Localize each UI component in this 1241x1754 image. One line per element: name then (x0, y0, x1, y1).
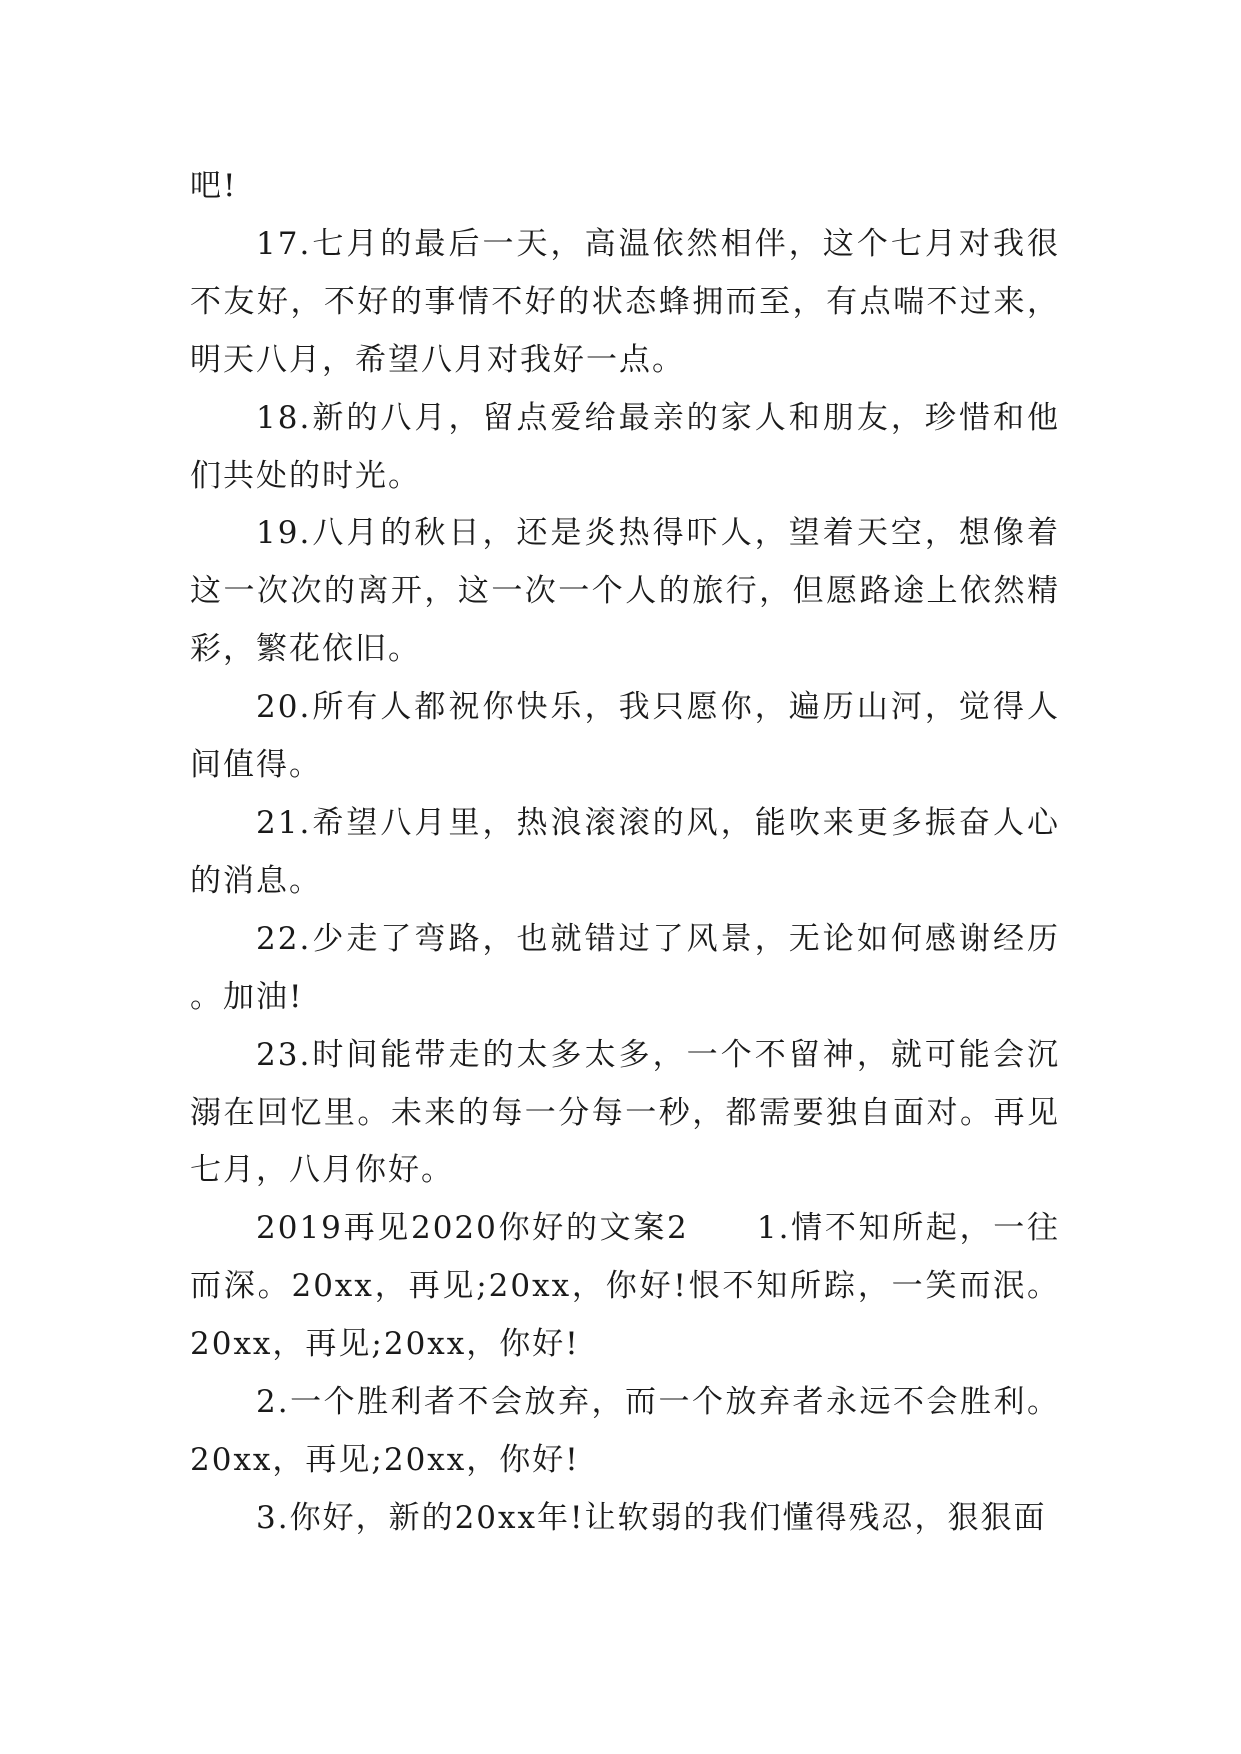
paragraph-item-18: 18.新的八月，留点爱给最亲的家人和朋友，珍惜和他们共处的时光。 (190, 399, 1060, 494)
paragraph-item-17: 17.七月的最后一天，高温依然相伴，这个七月对我很不友好，不好的事情不好的状态蜂拥而至，有点喘不过来，明天八月，希望八月对我好一点。 (190, 225, 1060, 378)
paragraph-continuation: 吧! (190, 168, 238, 204)
paragraph-item-2: 2.一个胜利者不会放弃，而一个放弃者永远不会胜利。20xx，再见;20xx，你好! (190, 1384, 1060, 1478)
paragraph-item-20: 20.所有人都祝你快乐，我只愿你，遍历山河，觉得人间值得。 (190, 689, 1060, 784)
paragraph-item-23: 23.时间能带走的太多太多，一个不留神，就可能会沉溺在回忆里。未来的每一分每一秒，都需要独自面对。再见七月，八月你好。 (190, 1036, 1060, 1189)
paragraph-section-heading-item-1: 2019再见2020你好的文案2 1.情不知所起，一往而深。20xx，再见;20xx，你好!恨不知所踪，一笑而泯。20xx，再见;20xx，你好! (190, 1210, 1060, 1363)
paragraph-item-19: 19.八月的秋日，还是炎热得吓人，望着天空，想像着这一次次的离开，这一次一个人的旅行，但愿路途上依然精彩，繁花依旧。 (190, 515, 1060, 668)
paragraph-item-3: 3.你好，新的20xx年!让软弱的我们懂得残忍，狠狠面 (256, 1499, 1047, 1536)
document-body (190, 158, 1060, 1548)
paragraph-item-21: 21.希望八月里，热浪滚滚的风，能吹来更多振奋人心的消息。 (190, 804, 1060, 899)
paragraph-item-22: 22.少走了弯路，也就错过了风景，无论如何感谢经历。加油! (190, 920, 1060, 1015)
